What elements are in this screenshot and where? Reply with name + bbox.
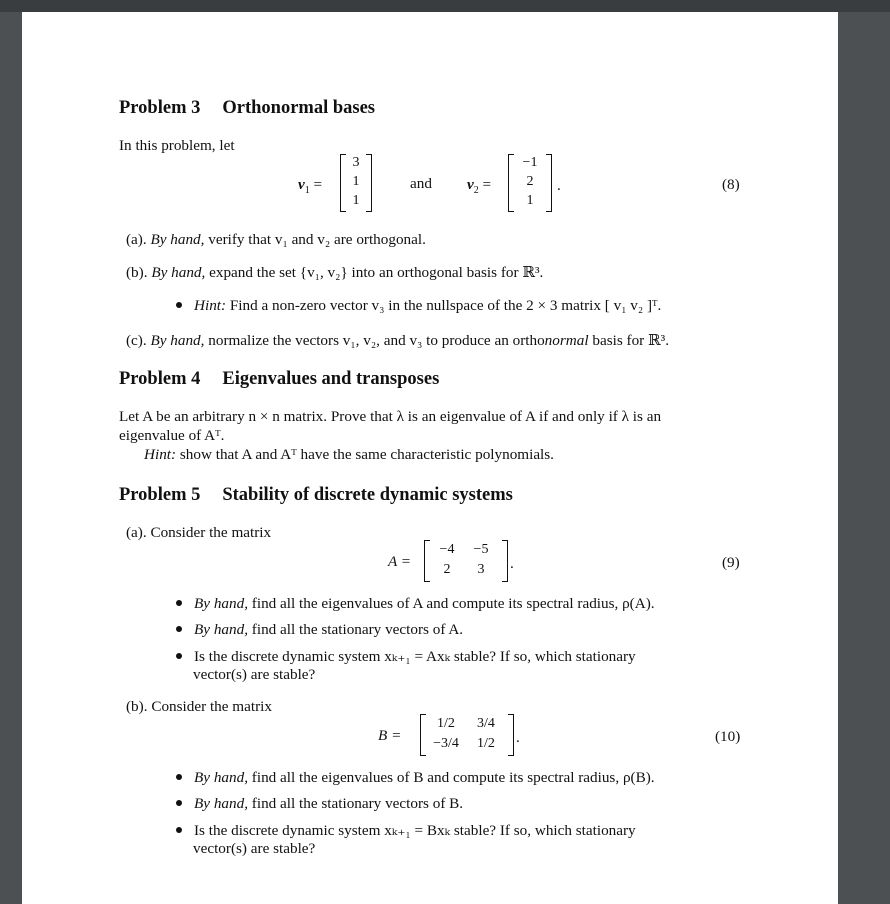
v2-label: $v_2$ = — [467, 176, 492, 197]
p5a-bullet-3-line-2: vector(s) are stable? — [193, 666, 316, 683]
p5-part-b: (b). Consider the matrix — [126, 698, 272, 715]
p5a-bullet-1: By hand, find all the eigenvalues of A and compute its spectral radius, ρ(A). — [176, 595, 655, 613]
problem-4-heading — [119, 369, 439, 390]
equation-number-10: (10) — [715, 728, 741, 745]
problem-4-number: Problem 4 — [119, 369, 201, 389]
matrix-a-label: A = — [388, 553, 412, 570]
bullet-icon — [176, 302, 182, 308]
v1-entry: 1 — [352, 174, 360, 189]
problem-4-title: Eigenvalues and transposes — [222, 369, 440, 389]
bullet-icon — [176, 600, 182, 606]
problem-3-number: Problem 3 — [119, 98, 201, 118]
bullet-icon — [176, 626, 182, 632]
p4-line-2: eigenvalue of Aᵀ. — [119, 427, 225, 444]
matrix-b-entry: 3/4 — [477, 716, 495, 731]
matrix-a — [424, 540, 508, 582]
matrix-a-entry: 2 — [443, 562, 451, 577]
matrix-b — [420, 714, 514, 756]
matrix-a-entry: −5 — [473, 542, 489, 557]
v2-period: . — [557, 177, 561, 194]
p4-line-1: Let A be an arbitrary n × n matrix. Prove that λ is an eigenvalue of A if and only if λ is an — [119, 408, 662, 425]
matrix-b-label: B = — [378, 727, 402, 744]
v2-entry: 1 — [526, 193, 534, 208]
problem-5-number: Problem 5 — [119, 485, 201, 505]
v1-label: $v_1$ = — [298, 176, 323, 197]
matrix-b-period: . — [516, 729, 520, 746]
document-page — [22, 12, 838, 904]
problem-3-title: Orthonormal bases — [222, 98, 375, 118]
v2-entry: 2 — [526, 174, 534, 189]
problem-5-heading — [119, 485, 513, 506]
p5b-bullet-3-line-2: vector(s) are stable? — [193, 840, 316, 857]
matrix-a-entry: 3 — [477, 562, 485, 577]
equation-number-9: (9) — [722, 554, 740, 571]
matrix-b-entry: −3/4 — [433, 736, 459, 751]
matrix-b-entry: 1/2 — [437, 716, 455, 731]
p3-hint: Hint: Find a non-zero vector v₃ in the nullspace of the 2 × 3 matrix [ v₁ v₂ ]ᵀ. — [176, 297, 661, 315]
v2-vector — [508, 154, 552, 212]
p5a-bullet-3: Is the discrete dynamic system xₖ₊₁ = Axₖ stable? If so, which stationary — [176, 647, 636, 666]
bullet-icon — [176, 827, 182, 833]
and-text: and — [410, 175, 432, 192]
p5b-bullet-2: By hand, find all the stationary vectors of B. — [176, 795, 463, 813]
problem-3-heading — [119, 98, 375, 119]
equation-number-8: (8) — [722, 176, 740, 193]
problem-5-title: Stability of discrete dynamic systems — [222, 485, 513, 505]
v1-vector — [340, 154, 372, 212]
p4-hint: Hint: show that A and Aᵀ have the same characteristic polynomials. — [144, 446, 554, 463]
v1-entry: 3 — [352, 155, 360, 170]
p5-part-a: (a). Consider the matrix — [126, 524, 272, 541]
viewer-top-bar — [0, 0, 890, 12]
p3-part-b: (b). By hand, expand the set {v₁, v₂} into an orthogonal basis for ℝ³. — [126, 264, 544, 281]
bullet-icon — [176, 800, 182, 806]
p5b-bullet-3: Is the discrete dynamic system xₖ₊₁ = Bxₖ stable? If so, which stationary — [176, 821, 636, 840]
v2-entry: −1 — [522, 155, 538, 170]
bullet-icon — [176, 774, 182, 780]
problem-3-intro: In this problem, let — [119, 137, 235, 154]
matrix-a-entry: −4 — [439, 542, 455, 557]
p3-part-c: (c). By hand, normalize the vectors v₁, v₂, and v₃ to produce an orthonormal basis for ℝ³. — [126, 332, 670, 349]
matrix-b-entry: 1/2 — [477, 736, 495, 751]
p5a-bullet-2: By hand, find all the stationary vectors of A. — [176, 621, 463, 639]
p3-part-a: (a). By hand, verify that v₁ and v₂ are orthogonal. — [126, 231, 426, 248]
p5b-bullet-1: By hand, find all the eigenvalues of B and compute its spectral radius, ρ(B). — [176, 769, 655, 787]
matrix-a-period: . — [510, 555, 514, 572]
bullet-icon — [176, 653, 182, 659]
v1-entry: 1 — [352, 193, 360, 208]
